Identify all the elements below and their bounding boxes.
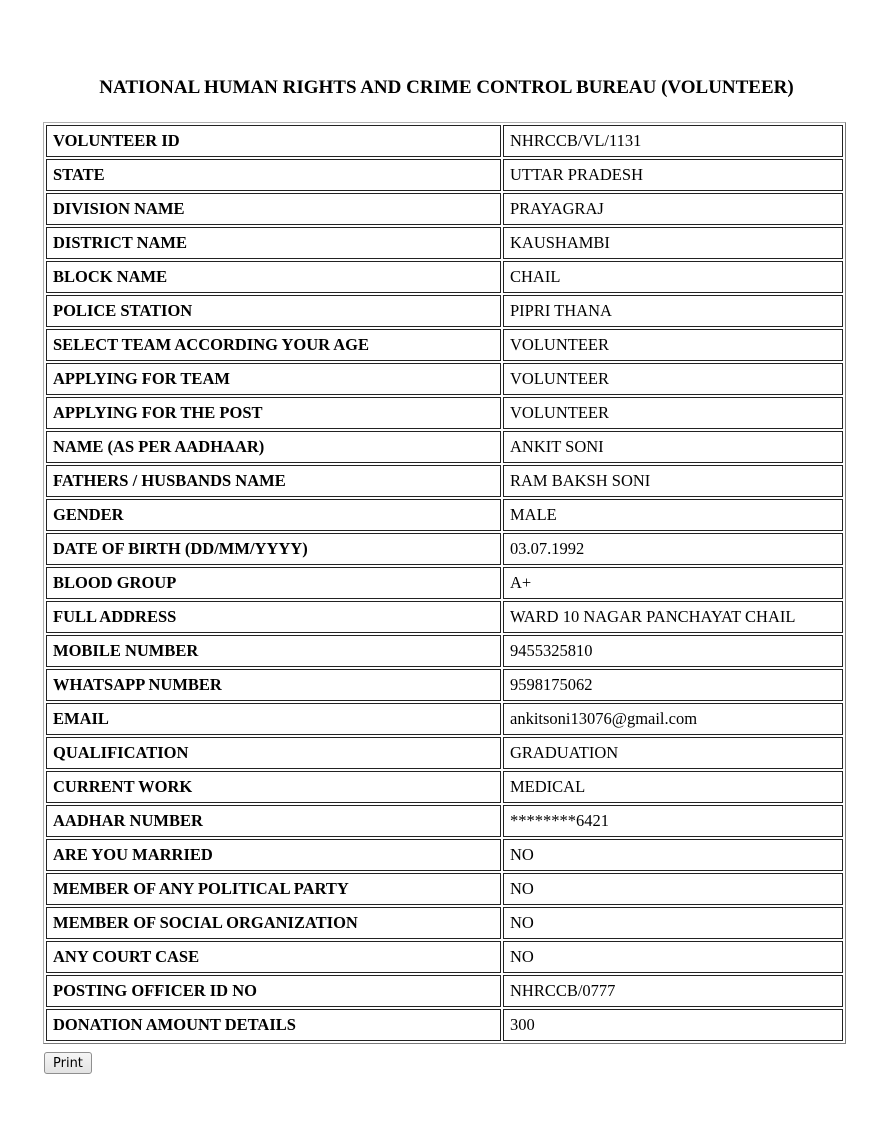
table-row [46, 703, 843, 735]
row-label: DISTRICT NAME [46, 227, 501, 259]
row-label: MOBILE NUMBER [46, 635, 501, 667]
table-row [46, 227, 843, 259]
row-label: VOLUNTEER ID [46, 125, 501, 157]
row-label: ARE YOU MARRIED [46, 839, 501, 871]
table-row [46, 295, 843, 327]
row-value: NO [503, 907, 843, 939]
row-value: ankitsoni13076@gmail.com [503, 703, 843, 735]
table-row [46, 499, 843, 531]
row-value: MALE [503, 499, 843, 531]
row-label: APPLYING FOR TEAM [46, 363, 501, 395]
table-row [46, 771, 843, 803]
table-row [46, 907, 843, 939]
row-label: CURRENT WORK [46, 771, 501, 803]
page-title: NATIONAL HUMAN RIGHTS AND CRIME CONTROL BUREAU (VOLUNTEER) [99, 77, 794, 98]
table-row [46, 737, 843, 769]
row-label: MEMBER OF ANY POLITICAL PARTY [46, 873, 501, 905]
row-value: KAUSHAMBI [503, 227, 843, 259]
table-row [46, 431, 843, 463]
volunteer-details-table [43, 122, 846, 1044]
row-value: 9598175062 [503, 669, 843, 701]
row-value: 300 [503, 1009, 843, 1041]
table-row [46, 329, 843, 361]
row-label: QUALIFICATION [46, 737, 501, 769]
row-value: A+ [503, 567, 843, 599]
table-row [46, 635, 843, 667]
table-row [46, 533, 843, 565]
row-value: UTTAR PRADESH [503, 159, 843, 191]
row-label: AADHAR NUMBER [46, 805, 501, 837]
row-label: DIVISION NAME [46, 193, 501, 225]
table-row [46, 125, 843, 157]
row-label: STATE [46, 159, 501, 191]
row-label: FULL ADDRESS [46, 601, 501, 633]
row-value: 03.07.1992 [503, 533, 843, 565]
row-label: NAME (AS PER AADHAAR) [46, 431, 501, 463]
row-label: BLOOD GROUP [46, 567, 501, 599]
row-label: BLOCK NAME [46, 261, 501, 293]
table-row [46, 839, 843, 871]
row-label: MEMBER OF SOCIAL ORGANIZATION [46, 907, 501, 939]
table-row [46, 873, 843, 905]
row-label: GENDER [46, 499, 501, 531]
row-value: NO [503, 839, 843, 871]
table-row [46, 669, 843, 701]
row-label: EMAIL [46, 703, 501, 735]
row-value: GRADUATION [503, 737, 843, 769]
row-value: PRAYAGRAJ [503, 193, 843, 225]
table-row [46, 261, 843, 293]
table-row [46, 567, 843, 599]
row-label: POSTING OFFICER ID NO [46, 975, 501, 1007]
row-label: APPLYING FOR THE POST [46, 397, 501, 429]
table-row [46, 397, 843, 429]
table-row [46, 601, 843, 633]
row-value: VOLUNTEER [503, 397, 843, 429]
row-value: ANKIT SONI [503, 431, 843, 463]
row-label: SELECT TEAM ACCORDING YOUR AGE [46, 329, 501, 361]
row-label: FATHERS / HUSBANDS NAME [46, 465, 501, 497]
row-value: NHRCCB/0777 [503, 975, 843, 1007]
table-row [46, 941, 843, 973]
row-label: POLICE STATION [46, 295, 501, 327]
table-row [46, 159, 843, 191]
row-label: ANY COURT CASE [46, 941, 501, 973]
row-value: WARD 10 NAGAR PANCHAYAT CHAIL [503, 601, 843, 633]
print-button[interactable]: Print [44, 1052, 92, 1074]
row-value: NO [503, 873, 843, 905]
row-value: 9455325810 [503, 635, 843, 667]
table-row [46, 975, 843, 1007]
row-value: NHRCCB/VL/1131 [503, 125, 843, 157]
table-row [46, 805, 843, 837]
row-label: DATE OF BIRTH (DD/MM/YYYY) [46, 533, 501, 565]
table-row [46, 1009, 843, 1041]
table-row [46, 363, 843, 395]
row-value: PIPRI THANA [503, 295, 843, 327]
row-value: VOLUNTEER [503, 329, 843, 361]
row-value: ********6421 [503, 805, 843, 837]
row-value: VOLUNTEER [503, 363, 843, 395]
row-value: MEDICAL [503, 771, 843, 803]
row-label: DONATION AMOUNT DETAILS [46, 1009, 501, 1041]
row-label: WHATSAPP NUMBER [46, 669, 501, 701]
table-row [46, 193, 843, 225]
row-value: CHAIL [503, 261, 843, 293]
row-value: RAM BAKSH SONI [503, 465, 843, 497]
row-value: NO [503, 941, 843, 973]
details-table-body [46, 125, 843, 1041]
table-row [46, 465, 843, 497]
